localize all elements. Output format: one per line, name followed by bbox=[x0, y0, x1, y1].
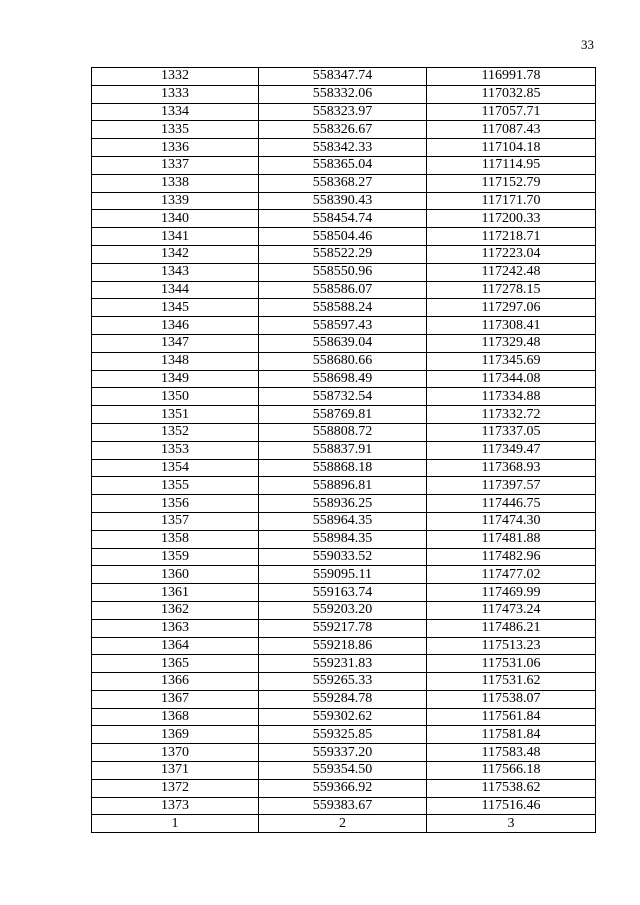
y-coordinate-cell: 117446.75 bbox=[427, 495, 596, 513]
y-coordinate-cell: 116991.78 bbox=[427, 68, 596, 86]
y-coordinate-cell: 117218.71 bbox=[427, 228, 596, 246]
y-coordinate-cell: 117513.23 bbox=[427, 637, 596, 655]
table-row bbox=[92, 210, 596, 228]
table-row bbox=[92, 566, 596, 584]
point-number-cell: 1355 bbox=[92, 477, 259, 495]
x-coordinate-cell: 558332.06 bbox=[259, 85, 427, 103]
point-number-cell: 1370 bbox=[92, 744, 259, 762]
table-row bbox=[92, 708, 596, 726]
x-coordinate-cell: 558639.04 bbox=[259, 334, 427, 352]
x-coordinate-cell: 558550.96 bbox=[259, 263, 427, 281]
point-number-cell: 1338 bbox=[92, 174, 259, 192]
y-coordinate-cell: 117332.72 bbox=[427, 406, 596, 424]
point-number-cell: 1371 bbox=[92, 762, 259, 780]
point-number-cell: 1337 bbox=[92, 156, 259, 174]
point-number-cell: 1363 bbox=[92, 619, 259, 637]
point-number-cell: 1349 bbox=[92, 370, 259, 388]
table-row bbox=[92, 68, 596, 86]
table-row bbox=[92, 459, 596, 477]
x-coordinate-cell: 558365.04 bbox=[259, 156, 427, 174]
x-coordinate-cell: 558896.81 bbox=[259, 477, 427, 495]
x-coordinate-cell: 559217.78 bbox=[259, 619, 427, 637]
y-coordinate-cell: 117481.88 bbox=[427, 530, 596, 548]
point-number-cell: 1353 bbox=[92, 441, 259, 459]
point-number-cell: 1362 bbox=[92, 601, 259, 619]
y-coordinate-cell: 117397.57 bbox=[427, 477, 596, 495]
table-row bbox=[92, 121, 596, 139]
x-coordinate-cell: 559354.50 bbox=[259, 762, 427, 780]
y-coordinate-cell: 117171.70 bbox=[427, 192, 596, 210]
point-number-cell: 1345 bbox=[92, 299, 259, 317]
table-row bbox=[92, 548, 596, 566]
table-row bbox=[92, 85, 596, 103]
table-row bbox=[92, 495, 596, 513]
point-number-cell: 1354 bbox=[92, 459, 259, 477]
x-coordinate-cell: 559302.62 bbox=[259, 708, 427, 726]
y-coordinate-cell: 117329.48 bbox=[427, 334, 596, 352]
y-coordinate-cell: 117583.48 bbox=[427, 744, 596, 762]
table-row bbox=[92, 103, 596, 121]
point-number-cell: 1364 bbox=[92, 637, 259, 655]
point-number-cell: 1367 bbox=[92, 690, 259, 708]
y-coordinate-cell: 117334.88 bbox=[427, 388, 596, 406]
y-coordinate-cell: 117474.30 bbox=[427, 512, 596, 530]
point-number-cell: 1339 bbox=[92, 192, 259, 210]
x-coordinate-cell: 559231.83 bbox=[259, 655, 427, 673]
x-coordinate-cell: 559033.52 bbox=[259, 548, 427, 566]
table-row bbox=[92, 352, 596, 370]
y-coordinate-cell: 117278.15 bbox=[427, 281, 596, 299]
y-coordinate-cell: 117223.04 bbox=[427, 245, 596, 263]
x-coordinate-cell: 559265.33 bbox=[259, 673, 427, 691]
y-coordinate-cell: 117104.18 bbox=[427, 139, 596, 157]
y-coordinate-cell: 117566.18 bbox=[427, 762, 596, 780]
table-row bbox=[92, 263, 596, 281]
x-coordinate-cell: 558698.49 bbox=[259, 370, 427, 388]
y-coordinate-cell: 117297.06 bbox=[427, 299, 596, 317]
table-row bbox=[92, 334, 596, 352]
point-number-cell: 1360 bbox=[92, 566, 259, 584]
point-number-cell: 1358 bbox=[92, 530, 259, 548]
table-row bbox=[92, 477, 596, 495]
point-number-cell: 1332 bbox=[92, 68, 259, 86]
x-coordinate-cell: 558868.18 bbox=[259, 459, 427, 477]
point-number-cell: 1373 bbox=[92, 797, 259, 815]
point-number-cell: 1365 bbox=[92, 655, 259, 673]
y-coordinate-cell: 117308.41 bbox=[427, 317, 596, 335]
point-number-cell: 1336 bbox=[92, 139, 259, 157]
x-coordinate-cell: 558368.27 bbox=[259, 174, 427, 192]
point-number-cell: 1366 bbox=[92, 673, 259, 691]
table-row bbox=[92, 317, 596, 335]
table-row bbox=[92, 192, 596, 210]
x-coordinate-cell: 559218.86 bbox=[259, 637, 427, 655]
x-coordinate-cell: 558323.97 bbox=[259, 103, 427, 121]
y-coordinate-cell: 117531.62 bbox=[427, 673, 596, 691]
x-coordinate-cell: 559366.92 bbox=[259, 779, 427, 797]
table-row bbox=[92, 406, 596, 424]
table-row bbox=[92, 601, 596, 619]
x-coordinate-cell: 558936.25 bbox=[259, 495, 427, 513]
y-coordinate-cell: 117200.33 bbox=[427, 210, 596, 228]
point-number-cell: 1359 bbox=[92, 548, 259, 566]
x-coordinate-cell: 558390.43 bbox=[259, 192, 427, 210]
y-coordinate-cell: 117087.43 bbox=[427, 121, 596, 139]
table-row bbox=[92, 281, 596, 299]
x-coordinate-cell: 558347.74 bbox=[259, 68, 427, 86]
x-coordinate-cell: 559095.11 bbox=[259, 566, 427, 584]
table-row bbox=[92, 762, 596, 780]
table-row bbox=[92, 299, 596, 317]
point-number-cell: 1356 bbox=[92, 495, 259, 513]
point-number-cell: 1368 bbox=[92, 708, 259, 726]
point-number-cell: 1350 bbox=[92, 388, 259, 406]
y-coordinate-cell: 117114.95 bbox=[427, 156, 596, 174]
x-coordinate-cell: 558586.07 bbox=[259, 281, 427, 299]
x-coordinate-cell: 558597.43 bbox=[259, 317, 427, 335]
column-number-cell: 1 bbox=[92, 815, 259, 833]
y-coordinate-cell: 117477.02 bbox=[427, 566, 596, 584]
point-number-cell: 1372 bbox=[92, 779, 259, 797]
point-number-cell: 1335 bbox=[92, 121, 259, 139]
point-number-cell: 1344 bbox=[92, 281, 259, 299]
table-row bbox=[92, 530, 596, 548]
table-row bbox=[92, 797, 596, 815]
point-number-cell: 1347 bbox=[92, 334, 259, 352]
column-number-cell: 3 bbox=[427, 815, 596, 833]
y-coordinate-cell: 117531.06 bbox=[427, 655, 596, 673]
point-number-cell: 1361 bbox=[92, 584, 259, 602]
y-coordinate-cell: 117538.07 bbox=[427, 690, 596, 708]
x-coordinate-cell: 558522.29 bbox=[259, 245, 427, 263]
table-row bbox=[92, 655, 596, 673]
x-coordinate-cell: 559203.20 bbox=[259, 601, 427, 619]
table-row bbox=[92, 637, 596, 655]
x-coordinate-cell: 559337.20 bbox=[259, 744, 427, 762]
x-coordinate-cell: 558964.35 bbox=[259, 512, 427, 530]
coordinates-table bbox=[91, 67, 596, 833]
point-number-cell: 1342 bbox=[92, 245, 259, 263]
y-coordinate-cell: 117516.46 bbox=[427, 797, 596, 815]
table-row bbox=[92, 156, 596, 174]
point-number-cell: 1340 bbox=[92, 210, 259, 228]
x-coordinate-cell: 558454.74 bbox=[259, 210, 427, 228]
table-body bbox=[92, 68, 596, 833]
y-coordinate-cell: 117344.08 bbox=[427, 370, 596, 388]
y-coordinate-cell: 117345.69 bbox=[427, 352, 596, 370]
point-number-cell: 1346 bbox=[92, 317, 259, 335]
x-coordinate-cell: 558504.46 bbox=[259, 228, 427, 246]
x-coordinate-cell: 558342.33 bbox=[259, 139, 427, 157]
table-row bbox=[92, 139, 596, 157]
x-coordinate-cell: 558326.67 bbox=[259, 121, 427, 139]
x-coordinate-cell: 559325.85 bbox=[259, 726, 427, 744]
y-coordinate-cell: 117368.93 bbox=[427, 459, 596, 477]
column-number-row bbox=[92, 815, 596, 833]
point-number-cell: 1352 bbox=[92, 423, 259, 441]
page-number: 33 bbox=[581, 37, 594, 52]
table-row bbox=[92, 584, 596, 602]
table-row bbox=[92, 779, 596, 797]
table-row bbox=[92, 744, 596, 762]
y-coordinate-cell: 117486.21 bbox=[427, 619, 596, 637]
point-number-cell: 1348 bbox=[92, 352, 259, 370]
table-row bbox=[92, 423, 596, 441]
point-number-cell: 1357 bbox=[92, 512, 259, 530]
y-coordinate-cell: 117152.79 bbox=[427, 174, 596, 192]
point-number-cell: 1369 bbox=[92, 726, 259, 744]
y-coordinate-cell: 117242.48 bbox=[427, 263, 596, 281]
point-number-cell: 1351 bbox=[92, 406, 259, 424]
x-coordinate-cell: 559284.78 bbox=[259, 690, 427, 708]
y-coordinate-cell: 117581.84 bbox=[427, 726, 596, 744]
y-coordinate-cell: 117349.47 bbox=[427, 441, 596, 459]
y-coordinate-cell: 117057.71 bbox=[427, 103, 596, 121]
column-number-cell: 2 bbox=[259, 815, 427, 833]
x-coordinate-cell: 558837.91 bbox=[259, 441, 427, 459]
table-row bbox=[92, 673, 596, 691]
table-row bbox=[92, 228, 596, 246]
y-coordinate-cell: 117538.62 bbox=[427, 779, 596, 797]
x-coordinate-cell: 559163.74 bbox=[259, 584, 427, 602]
x-coordinate-cell: 558769.81 bbox=[259, 406, 427, 424]
table-row bbox=[92, 388, 596, 406]
table-row bbox=[92, 174, 596, 192]
x-coordinate-cell: 558808.72 bbox=[259, 423, 427, 441]
table-row bbox=[92, 245, 596, 263]
point-number-cell: 1333 bbox=[92, 85, 259, 103]
table-row bbox=[92, 512, 596, 530]
point-number-cell: 1334 bbox=[92, 103, 259, 121]
y-coordinate-cell: 117337.05 bbox=[427, 423, 596, 441]
table-row bbox=[92, 726, 596, 744]
point-number-cell: 1343 bbox=[92, 263, 259, 281]
y-coordinate-cell: 117032.85 bbox=[427, 85, 596, 103]
y-coordinate-cell: 117473.24 bbox=[427, 601, 596, 619]
x-coordinate-cell: 558984.35 bbox=[259, 530, 427, 548]
point-number-cell: 1341 bbox=[92, 228, 259, 246]
x-coordinate-cell: 558680.66 bbox=[259, 352, 427, 370]
table-row bbox=[92, 690, 596, 708]
x-coordinate-cell: 558588.24 bbox=[259, 299, 427, 317]
x-coordinate-cell: 558732.54 bbox=[259, 388, 427, 406]
y-coordinate-cell: 117482.96 bbox=[427, 548, 596, 566]
x-coordinate-cell: 559383.67 bbox=[259, 797, 427, 815]
table-row bbox=[92, 441, 596, 459]
y-coordinate-cell: 117469.99 bbox=[427, 584, 596, 602]
table-row bbox=[92, 619, 596, 637]
y-coordinate-cell: 117561.84 bbox=[427, 708, 596, 726]
table-row bbox=[92, 370, 596, 388]
